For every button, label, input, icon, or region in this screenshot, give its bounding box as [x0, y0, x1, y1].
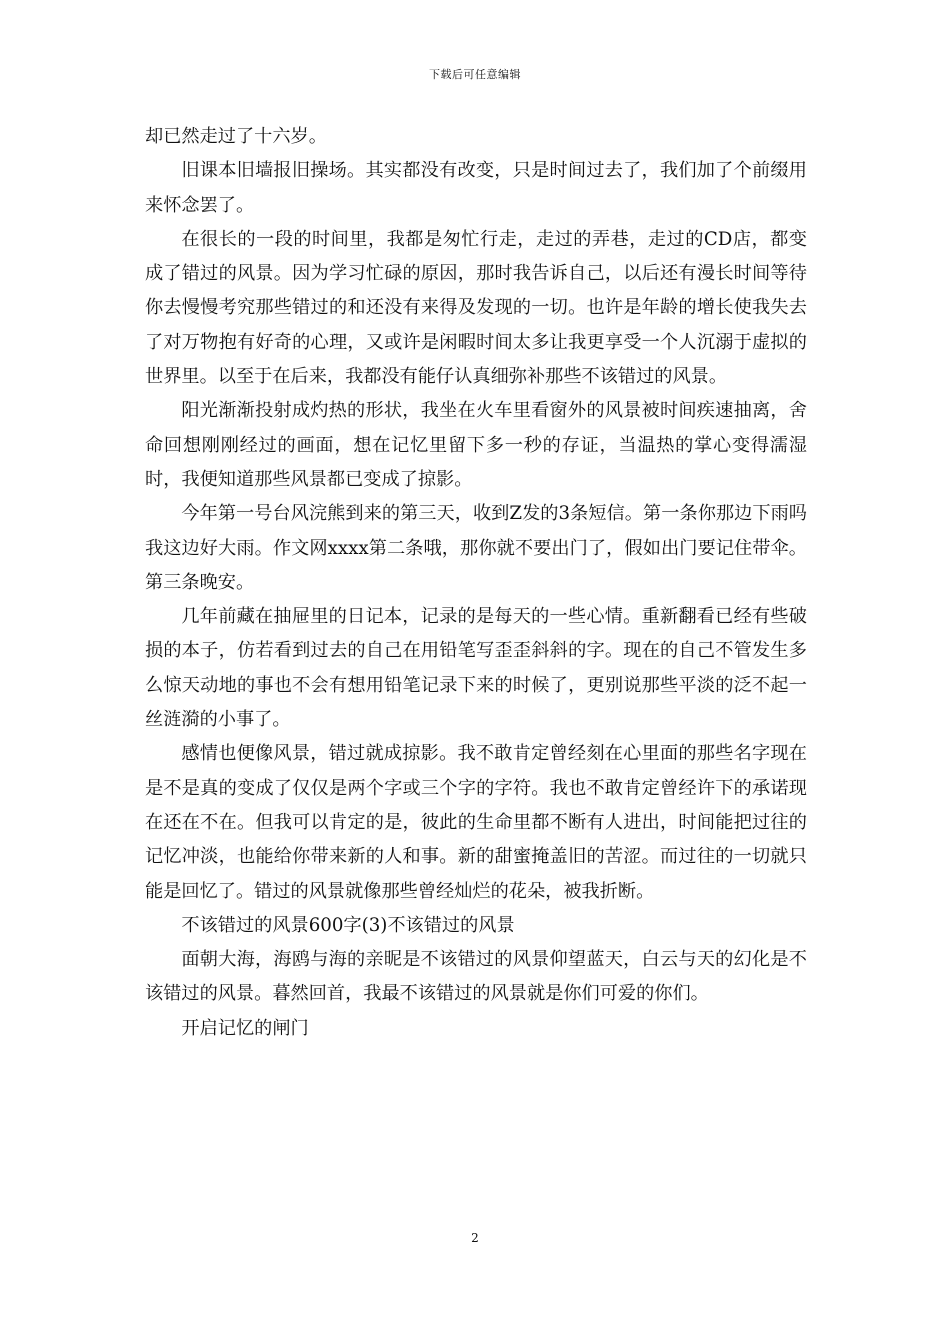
paragraph: 面朝大海，海鸥与海的亲昵是不该错过的风景仰望蓝天，白云与天的幻化是不该错过的风景。暮然回首，我最不该错过的风景就是你们可爱的你们。	[145, 949, 807, 1005]
paragraph: 感情也便像风景，错过就成掠影。我不敢肯定曾经刻在心里面的那些名字现在是不是真的变成了仅仅是两个字或三个字的字符。我也不敢肯定曾经许下的承诺现在还在不在。但我可以肯定的是，彼此的生命里都不断有人进出，时间能把过往的记忆冲淡，也能给你带来新的人和事。新的甜蜜掩盖旧的苦涩。而过往的一切就只能是回忆了。错过的风景就像那些曾经灿烂的花朵，被我折断。	[145, 743, 807, 902]
document-body	[145, 120, 807, 1046]
paragraph: 今年第一号台风浣熊到来的第三天，收到Z发的3条短信。第一条你那边下雨吗我这边好大雨。作文网xxxx第二条哦，那你就不要出门了，假如出门要记住带伞。第三条晚安。	[145, 503, 807, 593]
paragraph: 旧课本旧墙报旧操场。其实都没有改变，只是时间过去了，我们加了个前缀用来怀念罢了。	[145, 160, 807, 216]
paragraph: 几年前藏在抽屉里的日记本，记录的是每天的一些心情。重新翻看已经有些破损的本子，仿若看到过去的自己在用铅笔写歪歪斜斜的字。现在的自己不管发生多么惊天动地的事也不会有想用铅笔记录下来的时候了，更别说那些平淡的泛不起一丝涟漪的小事了。	[145, 606, 807, 731]
page-header: 下载后可任意编辑	[429, 68, 521, 81]
paragraph: 却已然走过了十六岁。	[145, 126, 327, 147]
section-heading: 不该错过的风景600字(3)不该错过的风景	[181, 914, 515, 936]
paragraph: 阳光渐渐投射成灼热的形状，我坐在火车里看窗外的风景被时间疾速抽离，舍命回想刚刚经过的画面，想在记忆里留下多一秒的存证，当温热的掌心变得濡湿时，我便知道那些风景都已变成了掠影。	[145, 400, 807, 490]
page-number: 2	[471, 1231, 479, 1245]
paragraph: 在很长的一段的时间里，我都是匆忙行走，走过的弄巷，走过的CD店，都变成了错过的风景。因为学习忙碌的原因，那时我告诉自己，以后还有漫长时间等待你去慢慢考究那些错过的和还没有来得及发现的一切。也许是年龄的增长使我失去了对万物抱有好奇的心理，又或许是闲暇时间太多让我更享受一个人沉溺于虚拟的世界里。以至于在后来，我都没有能仔认真细弥补那些不该错过的风景。	[145, 228, 807, 388]
paragraph: 开启记忆的闸门	[181, 1017, 309, 1039]
